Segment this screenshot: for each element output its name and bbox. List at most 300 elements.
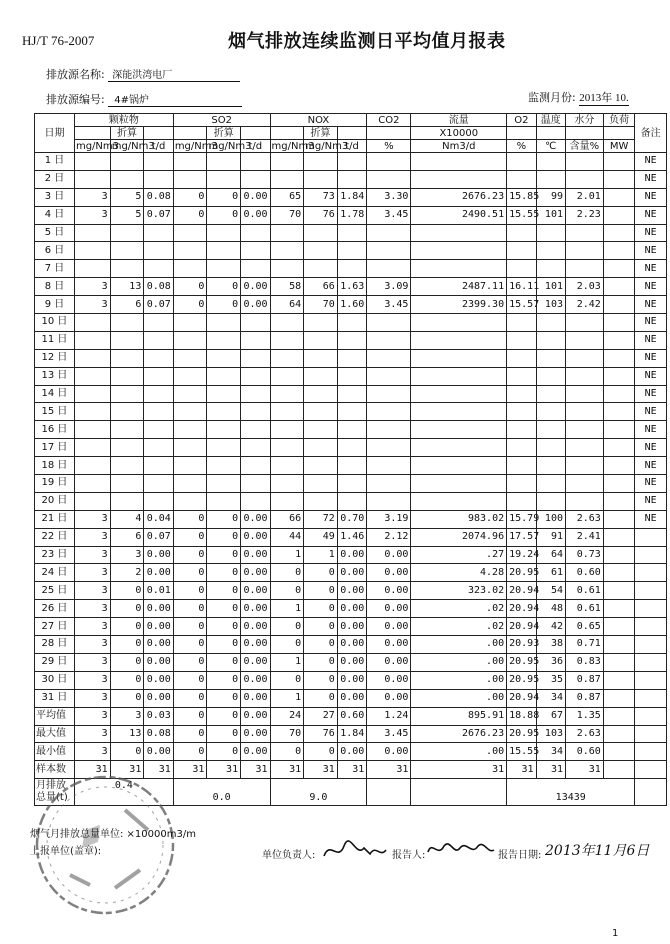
table-row: [35, 153, 667, 171]
row-cell: 20.93: [507, 636, 536, 654]
row-cell: 0.08: [144, 188, 173, 206]
row-cell: [367, 170, 411, 188]
summary-cell: 0: [304, 743, 338, 761]
row-cell: [74, 439, 110, 457]
row-cell: [603, 564, 635, 582]
row-date: 26 日: [35, 600, 75, 618]
source-no-row: [46, 91, 242, 107]
summary-cell: 20.95: [507, 725, 536, 743]
row-cell: [507, 242, 536, 260]
header-row-3: [35, 140, 667, 153]
row-cell: 0: [304, 689, 338, 707]
row-cell: [603, 314, 635, 332]
row-cell: [565, 439, 603, 457]
row-cell: [337, 457, 366, 475]
row-cell: [367, 349, 411, 367]
row-cell: [304, 457, 338, 475]
row-cell: 0.00: [144, 546, 173, 564]
row-cell: [241, 224, 270, 242]
owner-label: 单位负责人:: [262, 850, 316, 861]
row-cell: [411, 224, 507, 242]
summary-cell: 3: [74, 707, 110, 725]
row-cell: [603, 492, 635, 510]
row-cell: 42: [536, 618, 565, 636]
row-date: 19 日: [35, 475, 75, 493]
summary-cell: 0.00: [241, 707, 270, 725]
row-cell: 0.01: [144, 582, 173, 600]
row-cell: [536, 224, 565, 242]
row-cell: [603, 349, 635, 367]
row-cell: 0: [207, 618, 241, 636]
summary-cell: 3.45: [367, 725, 411, 743]
summary-cell: 27: [304, 707, 338, 725]
row-cell: 17.57: [507, 528, 536, 546]
row-cell: 54: [536, 582, 565, 600]
row-cell: [304, 314, 338, 332]
row-cell: [367, 260, 411, 278]
row-cell: [536, 153, 565, 171]
source-name-value: 深能洪湾电厂: [108, 66, 240, 82]
row-cell: [304, 403, 338, 421]
summary-cell: 0: [110, 743, 144, 761]
row-cell: [565, 331, 603, 349]
row-cell: 0: [207, 653, 241, 671]
row-cell: [270, 475, 304, 493]
row-cell: 61: [536, 564, 565, 582]
row-cell: [367, 224, 411, 242]
row-cell: 1.78: [337, 206, 366, 224]
row-cell: 0: [110, 671, 144, 689]
row-cell: [536, 314, 565, 332]
row-cell: 1.84: [337, 188, 366, 206]
row-cell: 35: [536, 671, 565, 689]
row-cell: [110, 349, 144, 367]
nox-converted: 折算: [304, 127, 338, 140]
row-date: 20 日: [35, 492, 75, 510]
header-row-2: [35, 127, 667, 140]
row-cell: [367, 439, 411, 457]
row-cell: 0.00: [367, 636, 411, 654]
row-cell: 0.00: [337, 653, 366, 671]
row-remark: [635, 618, 667, 636]
row-cell: 0.00: [337, 582, 366, 600]
row-cell: [110, 260, 144, 278]
table-row: [35, 403, 667, 421]
row-cell: 0.60: [565, 564, 603, 582]
row-date: 16 日: [35, 421, 75, 439]
row-cell: [173, 314, 207, 332]
nox-unit-td: t/d: [337, 140, 366, 153]
summary-cell: 103: [536, 725, 565, 743]
row-cell: 0.00: [144, 564, 173, 582]
so2-unit-td: t/d: [241, 140, 270, 153]
row-cell: [241, 260, 270, 278]
row-cell: 0.00: [144, 600, 173, 618]
row-cell: 0: [270, 636, 304, 654]
row-cell: [241, 457, 270, 475]
row-cell: [565, 475, 603, 493]
month-row: [528, 89, 629, 106]
table-row: [35, 421, 667, 439]
row-cell: 3.45: [367, 206, 411, 224]
row-cell: 3: [74, 582, 110, 600]
row-cell: [507, 403, 536, 421]
row-cell: 2.01: [565, 188, 603, 206]
table-row: [35, 278, 667, 296]
row-cell: [337, 475, 366, 493]
row-date: 8 日: [35, 278, 75, 296]
row-cell: [241, 492, 270, 510]
row-date: 9 日: [35, 296, 75, 314]
row-cell: [74, 475, 110, 493]
summary-cell: [603, 725, 635, 743]
row-cell: 20.95: [507, 653, 536, 671]
total-nox: 9.0: [270, 779, 367, 806]
row-cell: 0: [110, 653, 144, 671]
row-date: 25 日: [35, 582, 75, 600]
row-cell: [337, 367, 366, 385]
row-cell: [144, 331, 173, 349]
row-cell: [304, 170, 338, 188]
row-cell: [411, 403, 507, 421]
row-cell: [144, 492, 173, 510]
co2-unit: %: [367, 140, 411, 153]
row-cell: 2399.30: [411, 296, 507, 314]
row-cell: 0.00: [241, 653, 270, 671]
summary-cell: 31: [304, 761, 338, 779]
row-cell: [337, 403, 366, 421]
row-remark: NE: [635, 385, 667, 403]
row-cell: [304, 439, 338, 457]
row-cell: 3: [74, 689, 110, 707]
row-cell: [337, 385, 366, 403]
summary-cell: 0.00: [241, 725, 270, 743]
col-co2: CO2: [367, 114, 411, 127]
row-cell: [110, 457, 144, 475]
row-cell: [507, 475, 536, 493]
table-row: [35, 653, 667, 671]
owner-signature: [320, 836, 390, 866]
row-cell: 0: [207, 689, 241, 707]
summary-cell: [603, 743, 635, 761]
row-cell: [367, 475, 411, 493]
summary-cell: 18.88: [507, 707, 536, 725]
row-cell: [536, 421, 565, 439]
row-remark: NE: [635, 242, 667, 260]
row-cell: [565, 403, 603, 421]
row-cell: 0: [304, 564, 338, 582]
total-pm: 0.4: [74, 779, 173, 806]
temp-blank: [536, 127, 565, 140]
row-cell: 0.65: [565, 618, 603, 636]
summary-cell: 67: [536, 707, 565, 725]
table-row: [35, 439, 667, 457]
row-cell: 0: [207, 600, 241, 618]
row-cell: [603, 331, 635, 349]
row-cell: 0: [110, 582, 144, 600]
row-cell: 0.00: [367, 671, 411, 689]
row-cell: [173, 492, 207, 510]
row-cell: 2490.51: [411, 206, 507, 224]
row-cell: [367, 153, 411, 171]
row-cell: [337, 439, 366, 457]
row-cell: 19.24: [507, 546, 536, 564]
row-cell: 0: [173, 618, 207, 636]
row-cell: [337, 153, 366, 171]
row-cell: [565, 153, 603, 171]
total-remark: [635, 779, 667, 806]
row-cell: [270, 242, 304, 260]
row-cell: [304, 421, 338, 439]
summary-cell: 31: [337, 761, 366, 779]
summary-label: 平均值: [35, 707, 75, 725]
row-cell: [144, 475, 173, 493]
row-cell: [270, 457, 304, 475]
row-cell: [337, 331, 366, 349]
row-remark: [635, 564, 667, 582]
row-remark: [635, 546, 667, 564]
row-cell: [367, 242, 411, 260]
row-remark: [635, 582, 667, 600]
row-cell: [173, 475, 207, 493]
row-remark: NE: [635, 206, 667, 224]
row-cell: [337, 224, 366, 242]
row-cell: 20.94: [507, 689, 536, 707]
row-cell: .27: [411, 546, 507, 564]
row-cell: 3: [110, 546, 144, 564]
row-cell: [241, 153, 270, 171]
row-cell: [565, 260, 603, 278]
row-cell: 0.00: [367, 564, 411, 582]
row-cell: 2: [110, 564, 144, 582]
row-cell: [603, 546, 635, 564]
row-cell: 0.00: [241, 528, 270, 546]
row-remark: NE: [635, 421, 667, 439]
row-cell: 3: [74, 278, 110, 296]
nox-raw-blank: [270, 127, 304, 140]
table-row: [35, 242, 667, 260]
table-row: [35, 618, 667, 636]
row-cell: 0.00: [144, 671, 173, 689]
row-cell: 0: [110, 600, 144, 618]
row-cell: [173, 421, 207, 439]
row-cell: [507, 457, 536, 475]
row-cell: [173, 367, 207, 385]
row-cell: [337, 314, 366, 332]
moist-unit: 含量%: [565, 140, 603, 153]
row-cell: 0: [207, 510, 241, 528]
row-cell: [110, 331, 144, 349]
row-cell: [536, 170, 565, 188]
summary-cell: 0: [270, 743, 304, 761]
row-cell: [411, 367, 507, 385]
row-cell: [110, 421, 144, 439]
table-row: [35, 492, 667, 510]
row-remark: NE: [635, 296, 667, 314]
summary-remark: [635, 725, 667, 743]
row-cell: [603, 403, 635, 421]
row-date: 5 日: [35, 224, 75, 242]
row-cell: 36: [536, 653, 565, 671]
row-cell: 0.04: [144, 510, 173, 528]
summary-cell: 0: [173, 725, 207, 743]
row-cell: [241, 331, 270, 349]
row-cell: 3.19: [367, 510, 411, 528]
row-cell: [207, 385, 241, 403]
row-cell: 44: [270, 528, 304, 546]
row-cell: [241, 349, 270, 367]
row-cell: [110, 314, 144, 332]
row-cell: 66: [270, 510, 304, 528]
row-date: 7 日: [35, 260, 75, 278]
row-cell: 0: [173, 510, 207, 528]
row-cell: [337, 260, 366, 278]
table-row: [35, 564, 667, 582]
row-cell: [144, 385, 173, 403]
row-cell: 323.02: [411, 582, 507, 600]
row-cell: 2487.11: [411, 278, 507, 296]
row-cell: 49: [304, 528, 338, 546]
row-cell: 0: [110, 689, 144, 707]
row-cell: [603, 242, 635, 260]
row-cell: [304, 475, 338, 493]
row-cell: 0: [304, 636, 338, 654]
row-cell: 0: [173, 188, 207, 206]
row-cell: 0: [173, 689, 207, 707]
report-table: [34, 113, 667, 806]
row-cell: [411, 385, 507, 403]
row-cell: [603, 206, 635, 224]
row-cell: [603, 260, 635, 278]
row-cell: [207, 421, 241, 439]
reporter-signature: [424, 834, 496, 864]
row-cell: 0: [304, 582, 338, 600]
total-flow: 13439: [507, 779, 635, 806]
row-cell: 66: [304, 278, 338, 296]
row-cell: 0: [173, 564, 207, 582]
summary-cell: 2.63: [565, 725, 603, 743]
row-cell: 3: [74, 618, 110, 636]
row-cell: 0: [270, 671, 304, 689]
row-date: 24 日: [35, 564, 75, 582]
col-so2: SO2: [173, 114, 270, 127]
row-cell: 0.00: [144, 636, 173, 654]
row-cell: [603, 153, 635, 171]
row-cell: .00: [411, 636, 507, 654]
summary-label: 最小值: [35, 743, 75, 761]
row-cell: [603, 510, 635, 528]
row-cell: [173, 457, 207, 475]
row-cell: [173, 403, 207, 421]
pm-raw-blank: [74, 127, 110, 140]
report-unit-label: 上报单位(盖章):: [30, 846, 102, 857]
row-cell: [74, 260, 110, 278]
row-cell: 0: [173, 582, 207, 600]
row-cell: 34: [536, 689, 565, 707]
row-cell: [241, 314, 270, 332]
row-cell: 5: [110, 206, 144, 224]
row-cell: [507, 314, 536, 332]
row-remark: NE: [635, 439, 667, 457]
row-cell: [565, 457, 603, 475]
row-cell: 0.00: [367, 689, 411, 707]
row-cell: 0.08: [144, 278, 173, 296]
source-no-label: 排放源编号:: [46, 93, 105, 106]
total-label-line-1: 月排放: [36, 780, 66, 792]
row-cell: [536, 439, 565, 457]
load-blank: [603, 127, 635, 140]
row-cell: 1.60: [337, 296, 366, 314]
row-remark: NE: [635, 260, 667, 278]
row-cell: 20.94: [507, 618, 536, 636]
summary-cell: 1.35: [565, 707, 603, 725]
row-cell: [270, 367, 304, 385]
summary-cell: [603, 707, 635, 725]
row-remark: [635, 600, 667, 618]
so2-raw-blank: [173, 127, 207, 140]
month-label: 监测月份:: [528, 91, 576, 104]
row-remark: NE: [635, 331, 667, 349]
row-cell: 4: [110, 510, 144, 528]
table-row: [35, 528, 667, 546]
row-cell: [207, 314, 241, 332]
unit-note: 烟气月排放总量单位: ×10000m3/m: [30, 829, 196, 840]
summary-cell: 34: [536, 743, 565, 761]
row-cell: 983.02: [411, 510, 507, 528]
row-cell: [241, 439, 270, 457]
summary-cell: 0.00: [241, 743, 270, 761]
row-cell: [74, 367, 110, 385]
row-cell: 3.09: [367, 278, 411, 296]
pm-converted: 折算: [110, 127, 144, 140]
row-cell: [603, 618, 635, 636]
pm-unit-td: t/d: [144, 140, 173, 153]
row-date: 14 日: [35, 385, 75, 403]
row-cell: [411, 153, 507, 171]
table-row: [35, 546, 667, 564]
row-cell: [74, 170, 110, 188]
row-cell: 0.00: [367, 618, 411, 636]
summary-cell: 31: [241, 761, 270, 779]
row-cell: 0.00: [337, 689, 366, 707]
row-cell: 0: [173, 206, 207, 224]
row-cell: 0: [207, 636, 241, 654]
row-cell: [337, 170, 366, 188]
row-cell: 100: [536, 510, 565, 528]
row-cell: [337, 242, 366, 260]
row-cell: 0: [304, 653, 338, 671]
row-cell: 0.61: [565, 582, 603, 600]
row-cell: [207, 367, 241, 385]
row-cell: [270, 170, 304, 188]
col-moisture: 水分: [565, 114, 603, 127]
summary-cell: 0: [173, 743, 207, 761]
row-cell: 0.00: [144, 618, 173, 636]
row-cell: [241, 367, 270, 385]
row-remark: [635, 671, 667, 689]
row-cell: 0.00: [241, 206, 270, 224]
summary-cell: 31: [110, 761, 144, 779]
row-cell: [270, 492, 304, 510]
row-cell: 15.85: [507, 188, 536, 206]
col-temp: 温度: [536, 114, 565, 127]
row-cell: [411, 349, 507, 367]
row-cell: 0: [173, 296, 207, 314]
row-cell: [411, 331, 507, 349]
row-cell: [207, 492, 241, 510]
row-cell: [241, 385, 270, 403]
row-cell: [565, 349, 603, 367]
